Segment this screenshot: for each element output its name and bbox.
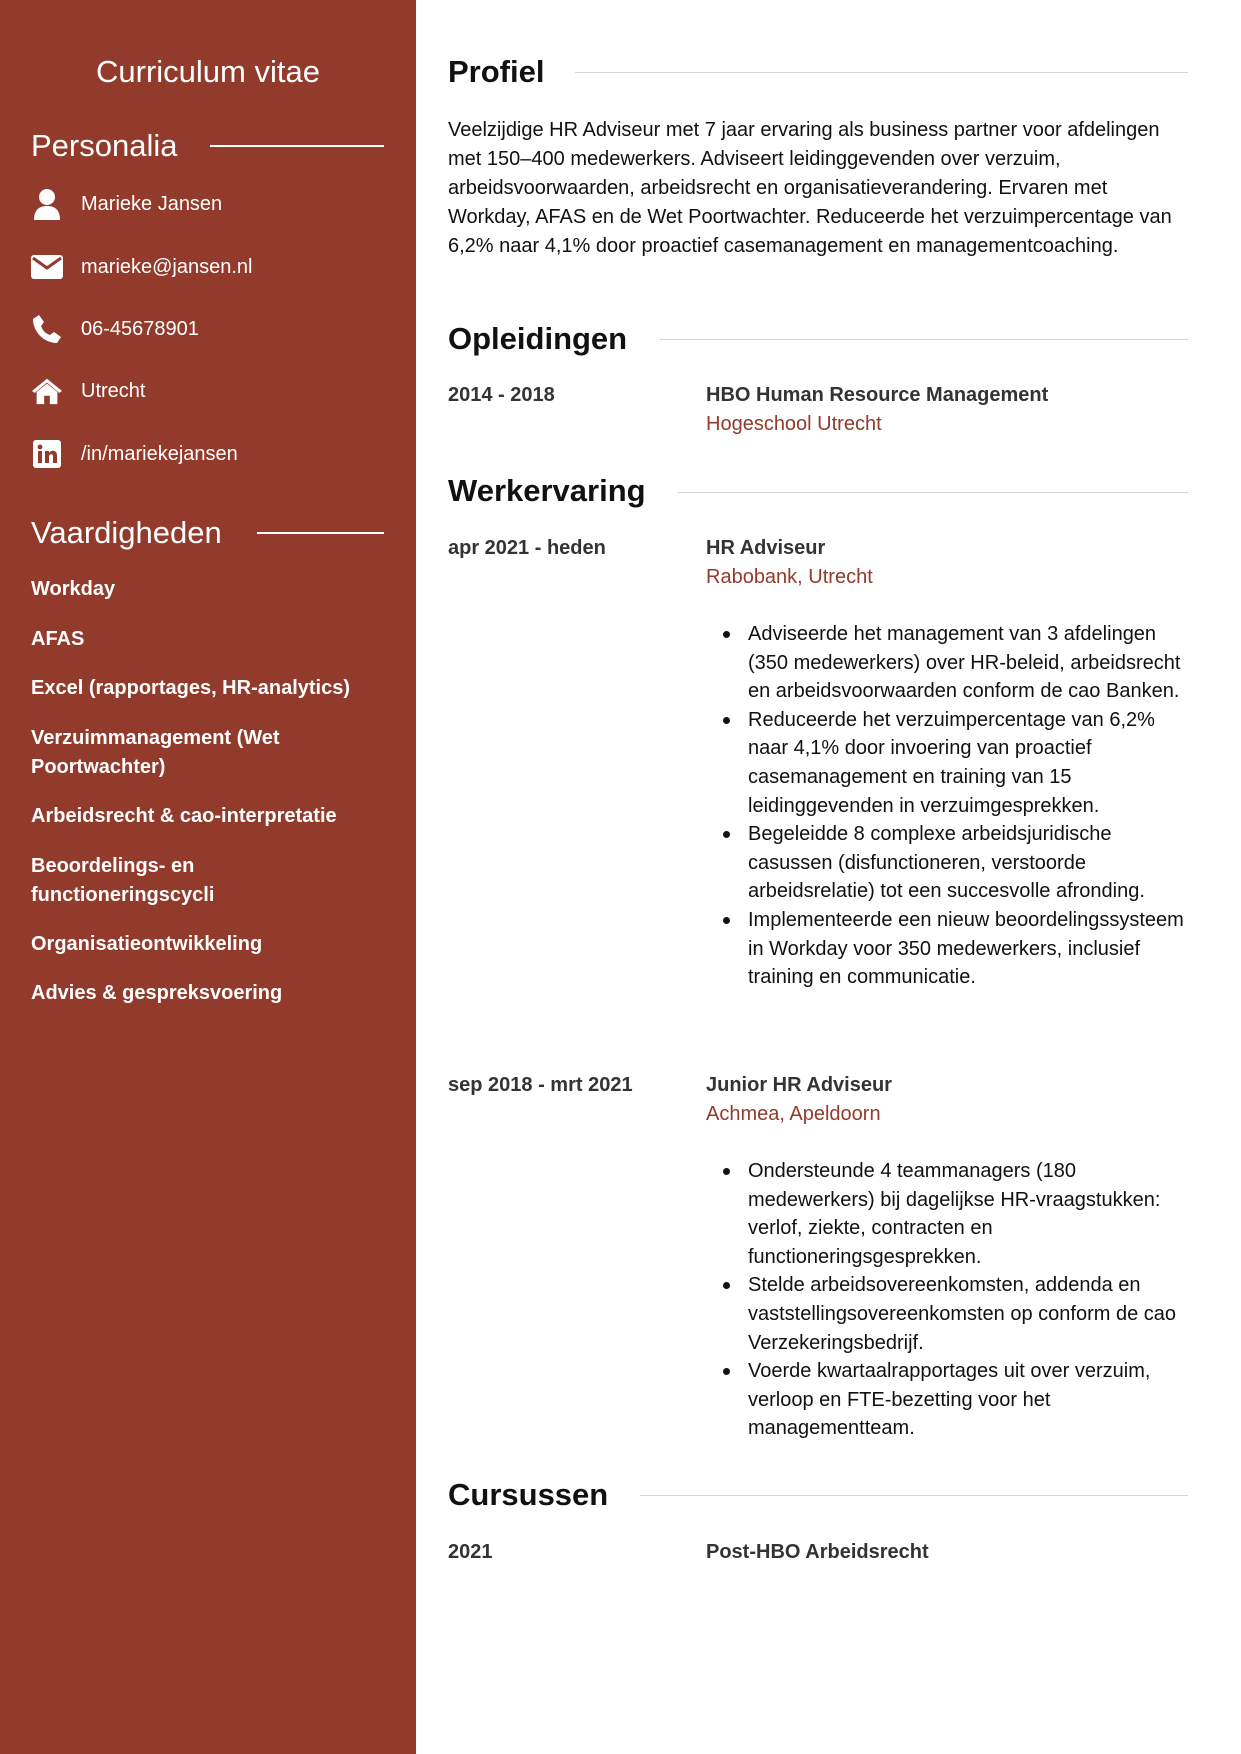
list-item: Begeleidde 8 complexe arbeidsjuridische casussen (disfunctioneren, verstoorde arbeidsrelatie) tot een succesvolle afronding. — [706, 820, 1190, 906]
envelope-icon — [31, 250, 63, 284]
phone-icon — [31, 312, 63, 346]
education-school: Hogeschool Utrecht — [706, 413, 882, 435]
job-dates: sep 2018 - mrt 2021 — [448, 1074, 633, 1096]
education-title: HBO Human Resource Management — [706, 384, 1049, 406]
skill-item: Organisatieontwikkeling — [31, 933, 263, 955]
document-title: Curriculum vitae — [96, 54, 320, 89]
courses-rule — [640, 1495, 1188, 1496]
job-dates: apr 2021 - heden — [448, 537, 606, 559]
job-title: Junior HR Adviseur — [706, 1074, 892, 1096]
profile-heading: Profiel — [448, 54, 545, 89]
contact-email-text[interactable]: marieke@jansen.nl — [81, 256, 253, 278]
profile-text: Veelzijdige HR Adviseur met 7 jaar ervaring als business partner voor afdelingen met 150–400 medewerkers. Adviseert leidinggevenden over verzuim, arbeidsvoorwaarden, arbeidsrecht en organisatieverandering. Ervaren met Workday, AFAS en de Wet Poortwachter. Reduceerde het verzuimpercentage van 6,2% naar 4,1% door proactief casemanagement en managementcoaching. — [448, 119, 1172, 257]
person-icon — [31, 187, 63, 221]
skill-item: AFAS — [31, 628, 85, 650]
list-item: Adviseerde het management van 3 afdelingen (350 medewerkers) over HR-beleid, arbeidsrecht en arbeidsvoorwaarden conform de cao Banken. — [706, 620, 1190, 706]
skill-item: Beoordelings- en functioneringscycli — [31, 855, 215, 906]
experience-rule — [678, 492, 1188, 493]
contact-phone-text[interactable]: 06-45678901 — [81, 318, 199, 340]
courses-heading: Cursussen — [448, 1477, 609, 1512]
list-item: Reduceerde het verzuimpercentage van 6,2% naar 4,1% door invoering van proactief casemanagement en training van 15 leidinggevenden in verzuimgesprekken. — [706, 706, 1190, 820]
home-icon — [31, 374, 63, 408]
experience-heading: Werkervaring — [448, 473, 646, 508]
personalia-rule — [210, 145, 384, 147]
skill-item: Arbeidsrecht & cao-interpretatie — [31, 805, 337, 827]
skill-item: Advies & gespreksvoering — [31, 982, 283, 1004]
contact-email[interactable] — [31, 250, 253, 284]
job-employer: Achmea, Apeldoorn — [706, 1103, 881, 1125]
education-dates: 2014 - 2018 — [448, 384, 555, 406]
job-achievements — [706, 620, 1190, 992]
contact-linkedin-text[interactable]: /in/mariekejansen — [81, 443, 238, 465]
course-date: 2021 — [448, 1541, 493, 1563]
skills-heading: Vaardigheden — [31, 515, 222, 550]
job-achievements — [706, 1157, 1190, 1443]
profile-rule — [575, 72, 1188, 73]
list-item: Ondersteunde 4 teammanagers (180 medewerkers) bij dagelijkse HR-vraagstukken: verlof, ziekte, contracten en functioneringsgesprekken. — [706, 1157, 1190, 1271]
skill-item: Excel (rapportages, HR-analytics) — [31, 677, 350, 699]
personalia-heading: Personalia — [31, 128, 178, 163]
education-heading: Opleidingen — [448, 321, 628, 356]
skill-item: Workday — [31, 578, 116, 600]
list-item: Voerde kwartaalrapportages uit over verzuim, verloop en FTE-bezetting voor het managementteam. — [706, 1357, 1190, 1443]
contact-linkedin[interactable] — [31, 437, 238, 471]
skills-rule — [257, 532, 384, 534]
course-title: Post-HBO Arbeidsrecht — [706, 1541, 929, 1563]
contact-name — [31, 187, 222, 221]
sidebar — [0, 0, 416, 1754]
contact-name-text: Marieke Jansen — [81, 193, 223, 215]
contact-city-text: Utrecht — [81, 380, 146, 402]
list-item: Stelde arbeidsovereenkomsten, addenda en vaststellingsovereenkomsten op conform de cao Verzekeringsbedrijf. — [706, 1271, 1190, 1357]
list-item: Implementeerde een nieuw beoordelingssysteem in Workday voor 350 medewerkers, inclusief training en communicatie. — [706, 906, 1190, 992]
job-title: HR Adviseur — [706, 537, 826, 559]
skill-item: Verzuimmanagement (Wet Poortwachter) — [31, 727, 280, 778]
education-rule — [660, 339, 1188, 340]
job-employer: Rabobank, Utrecht — [706, 566, 873, 588]
contact-phone[interactable] — [31, 312, 199, 346]
contact-city — [31, 374, 145, 408]
linkedin-icon — [31, 437, 63, 471]
